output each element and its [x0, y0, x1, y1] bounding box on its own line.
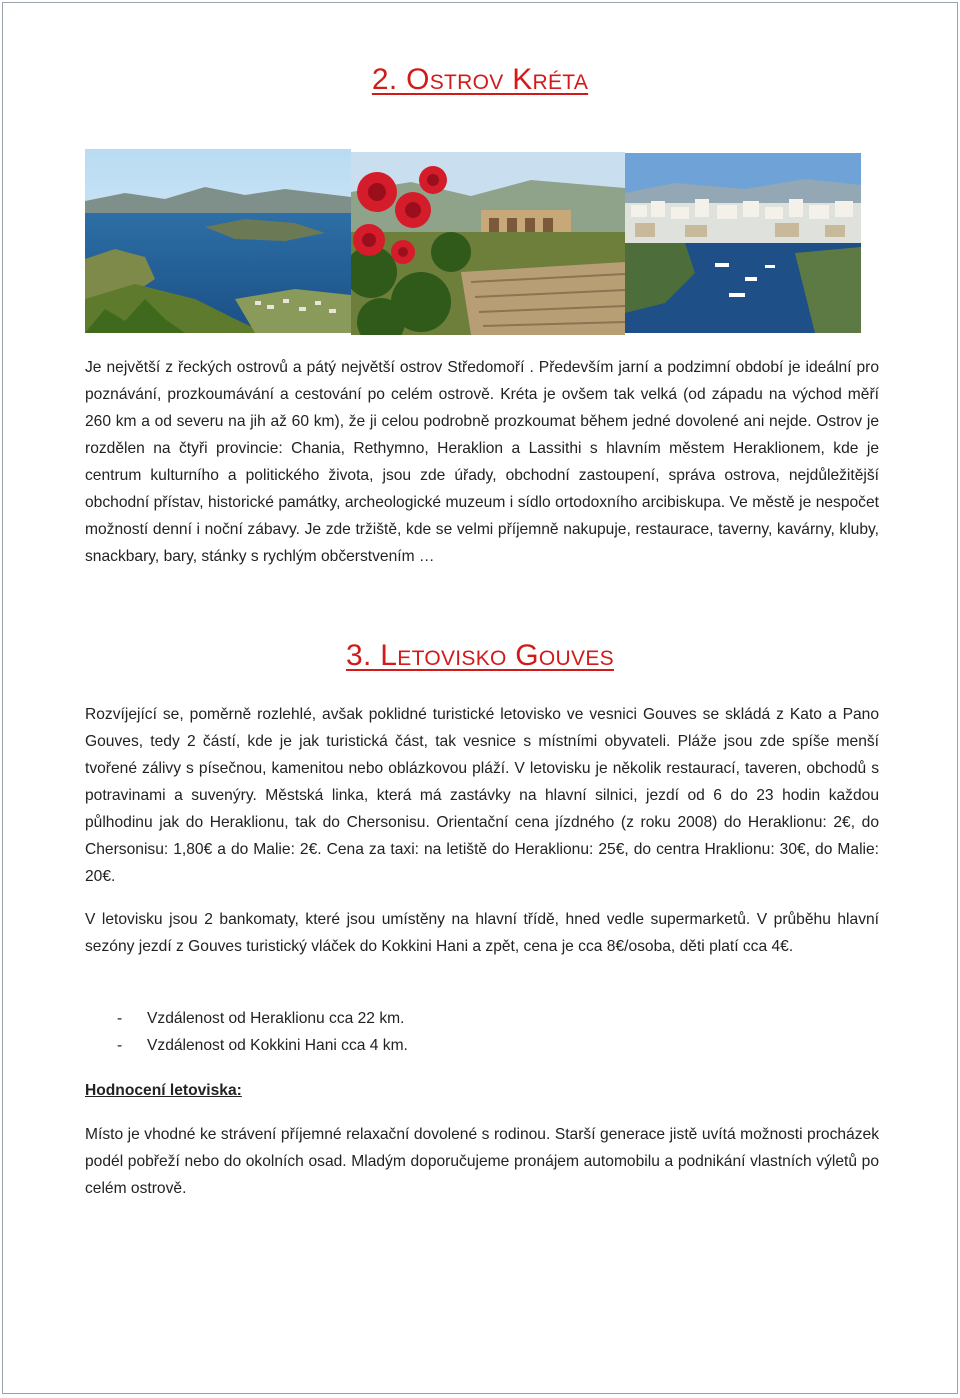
list-dash: - — [117, 1037, 123, 1054]
rating-paragraph: Místo je vhodné ke strávení příjemné relaxační dovolené s rodinou. Starší generace jistě uvítá možnosti procházek podél pobřeží nebo do okolních osad. Mladým doporučujeme pronájem automobilu a podnikání vlastních výletů po celém ostrově. — [85, 1126, 879, 1197]
list-item — [85, 1005, 879, 1032]
section-2-paragraph: Je největší z řeckých ostrovů a pátý největší ostrov Středomoří . Především jarní a podzimní období je ideální pro poznávání, prozkoumávání a cestování po celém ostrově. Kréta je ovšem tak velká (od západu na východ měří 260 km a od severu na jih až 60 km), že ji celou podrobně prozkoumat během jedné dovolené ani nejde. Ostrov je rozdělen na čtyři provincie: Chania, Rethymno, Heraklion a Lassithi s hlavním městem Heraklionem, kde je centrum kulturního a politického života, jsou zde úřady, obchodní zastoupení, správa ostrova, nejdůležitější obchodní přístav, historické památky, archeologické muzeum i sídlo ortodoxního arcibiskupa. Ve městě je nespočet možností denní i noční zábavy. Je zde tržiště, kde se velmi příjemně nakupuje, restaurace, taverny, kavárny, kluby, snackbary, bary, stánky s rychlým občerstvením … — [85, 359, 879, 565]
section-3-paragraph-1: Rozvíjející se, poměrně rozlehlé, avšak poklidné turistické letovisko ve vesnici Gouves se skládá z Kato a Pano Gouves, tedy 2 částí, kde je jak turistická část, tak vesnice s místními obyvateli. Pláže jsou zde spíše menší tvořené zálivy s písečnou, kamenitou nebo oblázkovou pláží. V letovisku je několik restaurací, taveren, obchodů s potravinami a suvenýry. Městská linka, která má zastávky na hlavní silnici, jezdí od 6 do 23 hodin každou půlhodinu jak do Heraklionu, tak do Chersonisu. Orientační cena jízdného (z roku 2008) do Heraklionu: 2€, do Chersonisu: 1,80€ a do Malie: 2€. Cena za taxi: na letiště do Heraklionu: 25€, do centra Hraklionu: 30€, do Malie: 20€. — [85, 706, 879, 885]
list-dash: - — [117, 1010, 123, 1027]
bay-landscape-image — [85, 149, 351, 333]
harbor-lake-town-photo — [625, 153, 861, 333]
document-page — [2, 2, 958, 1394]
list-item-text: Vzdálenost od Kokkini Hani cca 4 km. — [147, 1037, 408, 1054]
section-3-heading: 3. Letovisko Gouves — [346, 639, 614, 672]
section-3-paragraph-2: V letovisku jsou 2 bankomaty, které jsou umístěny na hlavní třídě, hned vedle supermarketů. V průběhu hlavní sezóny jezdí z Gouves turistický vláček do Kokkini Hani a zpět, cena je cca 8€/osoba, děti platí cca 4€. — [85, 911, 879, 955]
distance-list — [85, 1005, 879, 1059]
list-item — [85, 1032, 879, 1059]
harbor-town-image — [625, 153, 861, 333]
section-2-heading: 2. Ostrov Kréta — [371, 63, 589, 96]
list-item-text: Vzdálenost od Heraklionu cca 22 km. — [147, 1010, 405, 1027]
rating-title: Hodnocení letoviska: — [85, 1082, 242, 1099]
roses-ruins-image — [351, 152, 625, 335]
roses-ancient-ruins-photo — [351, 152, 625, 335]
bay-landscape-photo — [85, 149, 351, 333]
